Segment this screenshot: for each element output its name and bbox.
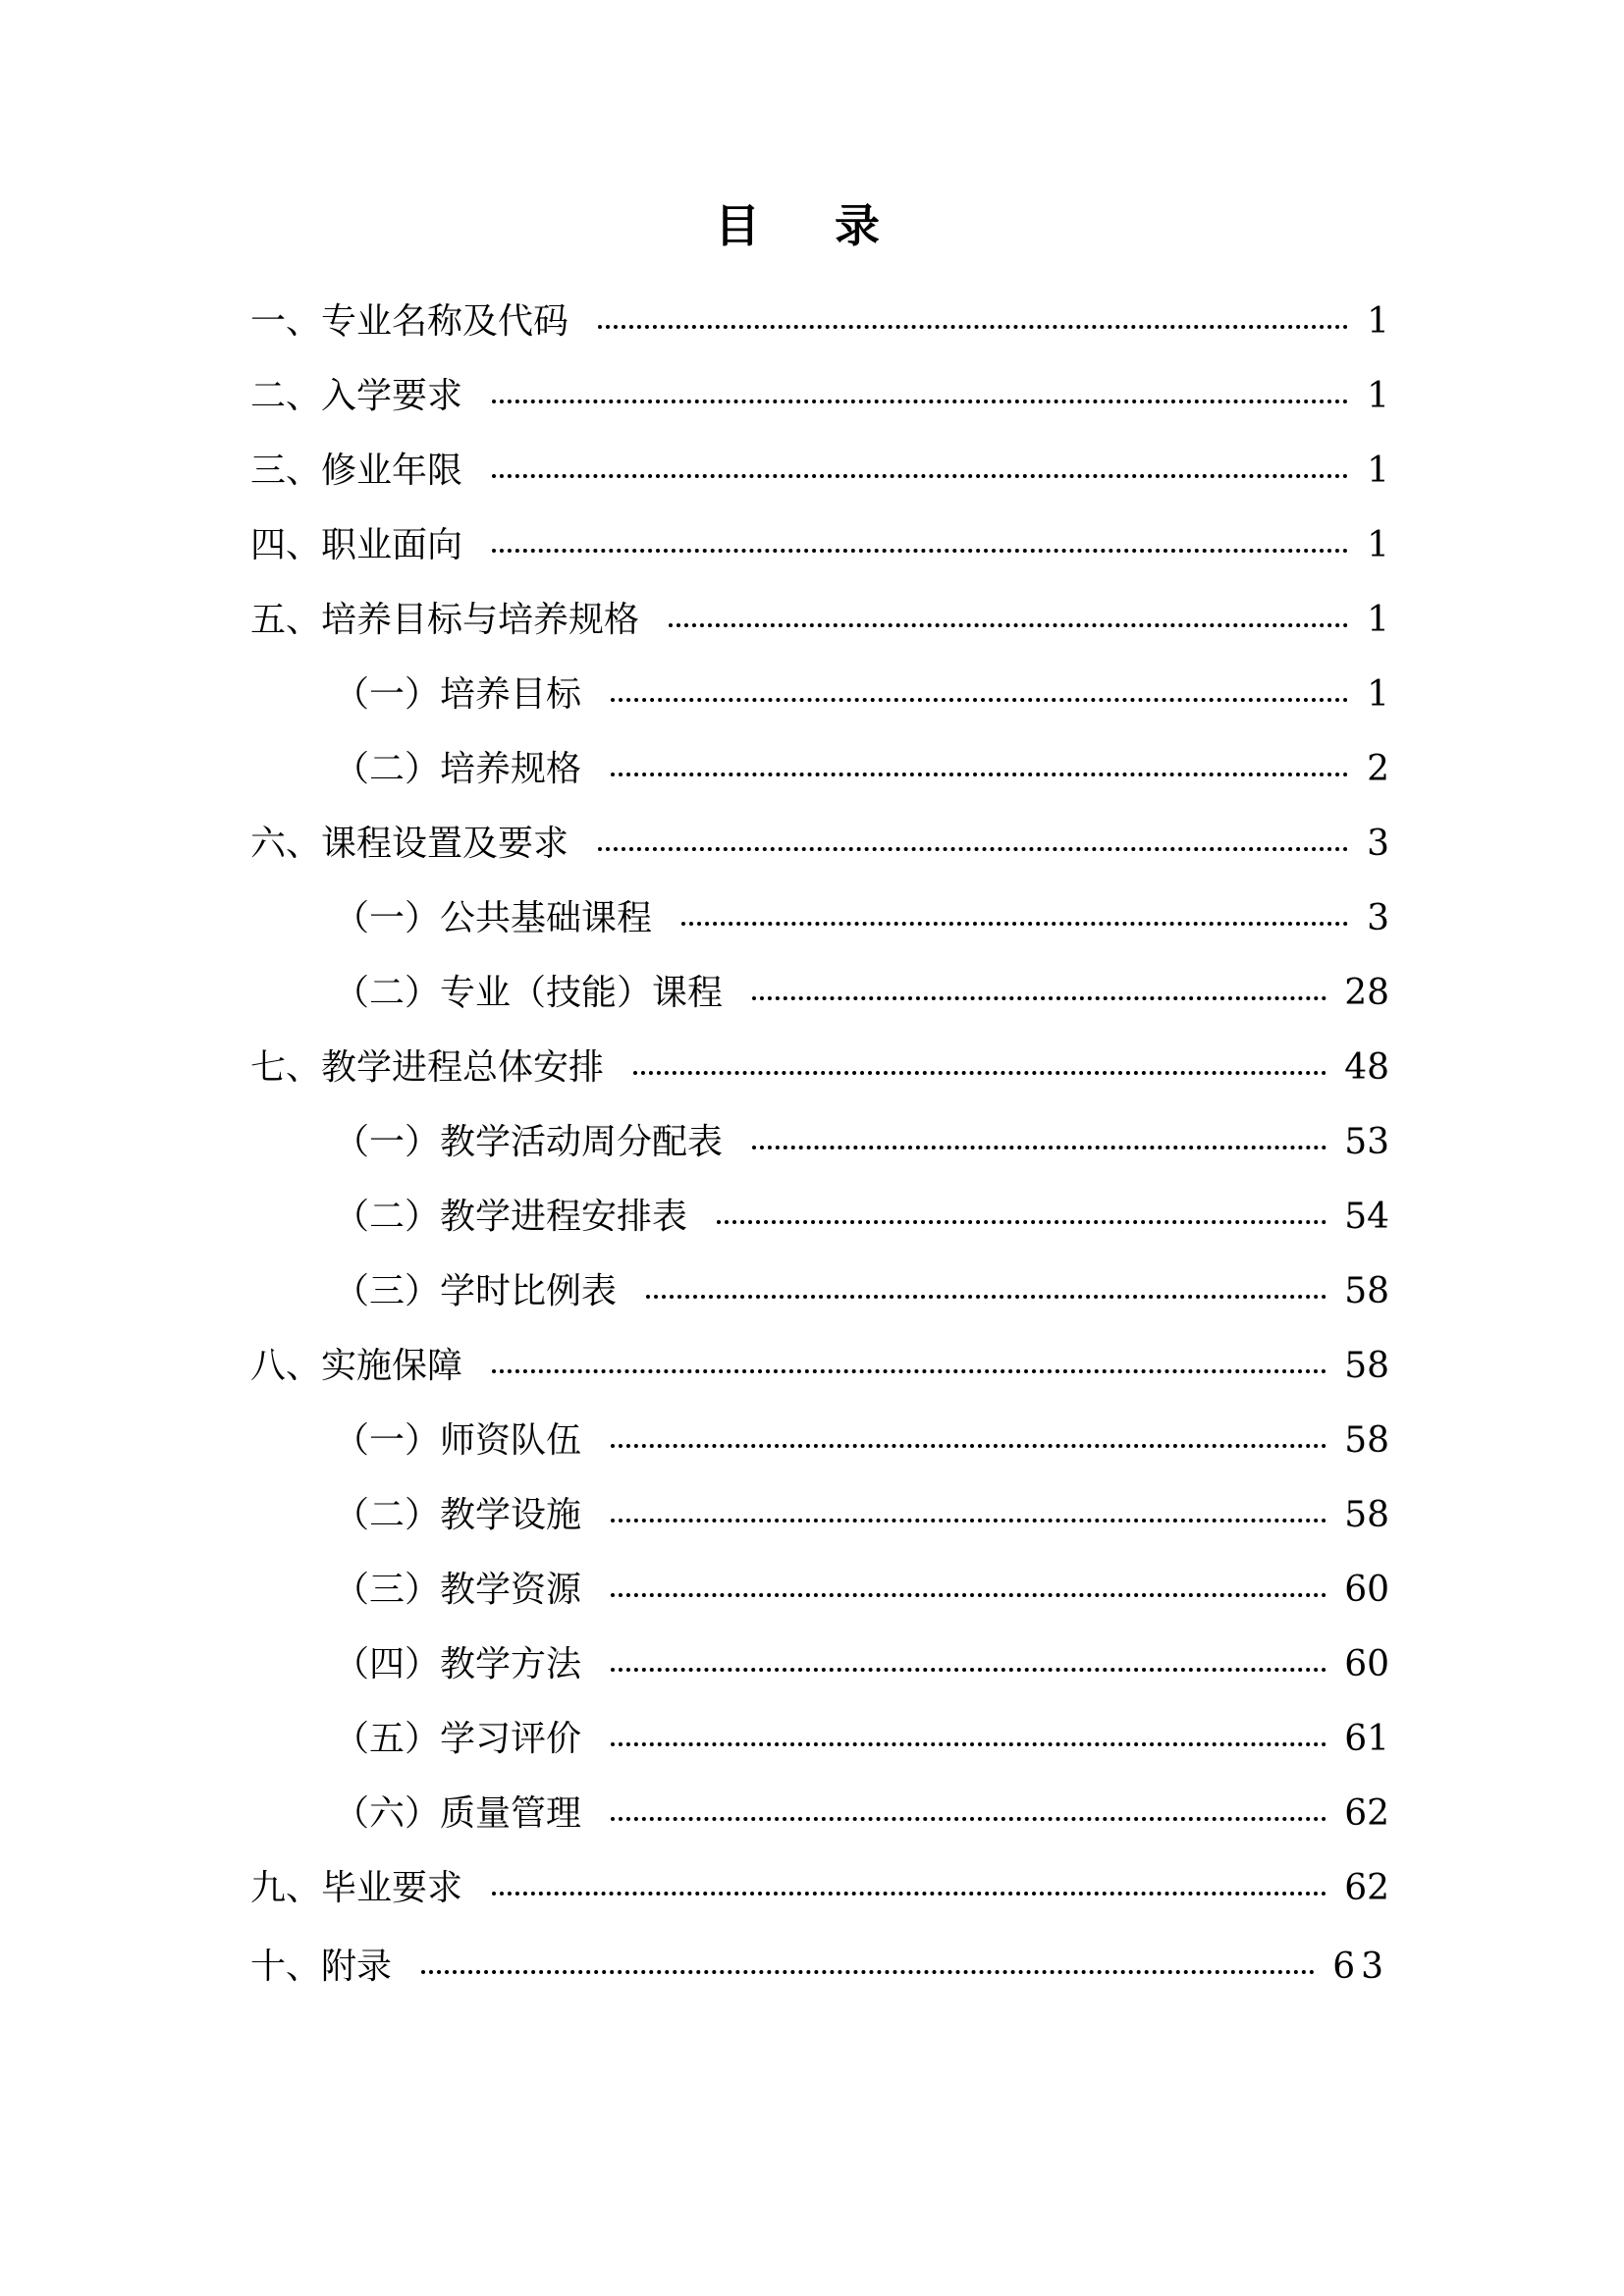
- toc-entry-page-number: 60: [1344, 1570, 1389, 1610]
- toc-entry-page-number: 53: [1344, 1122, 1389, 1162]
- dot-leader: [752, 1146, 1326, 1149]
- toc-entry[interactable]: [250, 658, 1389, 732]
- toc-entry-page-number: 1: [1367, 301, 1389, 342]
- toc-entry[interactable]: [250, 583, 1389, 658]
- toc-entry-label: 八、实施保障: [250, 1346, 463, 1386]
- toc-entry-label: （三）教学资源: [334, 1570, 582, 1610]
- toc-entry[interactable]: [250, 1329, 1389, 1404]
- toc-entry-page-number: 48: [1344, 1047, 1389, 1088]
- dot-leader: [681, 922, 1348, 926]
- toc-entry-label: 六、课程设置及要求: [250, 824, 569, 864]
- toc-entry[interactable]: [250, 1031, 1389, 1105]
- toc-entry-label: （一）教学活动周分配表: [334, 1122, 724, 1162]
- dot-leader: [633, 1071, 1326, 1075]
- dot-leader: [611, 773, 1348, 776]
- toc-entry[interactable]: [250, 1478, 1389, 1553]
- toc-entry-page-number: 28: [1344, 973, 1389, 1013]
- toc-entry-page-number: 58: [1344, 1420, 1389, 1461]
- toc-entry-page-number: 1: [1367, 451, 1389, 491]
- toc-entry-page-number: 62: [1344, 1868, 1389, 1908]
- toc-entry-label: （二）教学进程安排表: [334, 1197, 688, 1237]
- toc-entry-label: （五）学习评价: [334, 1719, 582, 1759]
- toc-entry[interactable]: [250, 1105, 1389, 1180]
- toc-entry[interactable]: [250, 1180, 1389, 1255]
- toc-title: 目 录: [714, 199, 909, 252]
- toc-entry-page-number: 2: [1367, 749, 1389, 789]
- toc-entry-label: 二、入学要求: [250, 376, 463, 416]
- dot-leader: [598, 847, 1348, 851]
- toc-entry-label: 一、专业名称及代码: [250, 301, 569, 342]
- toc-entry[interactable]: [250, 1702, 1389, 1777]
- dot-leader: [611, 698, 1348, 702]
- toc-entry-label: （一）公共基础课程: [334, 898, 653, 938]
- toc-entry[interactable]: [250, 1553, 1389, 1628]
- toc-entry-label: 十、附录: [250, 1947, 393, 1987]
- toc-entry[interactable]: [250, 956, 1389, 1031]
- toc-entry-label: 九、毕业要求: [250, 1868, 463, 1908]
- dot-leader: [611, 1668, 1326, 1672]
- toc-entry[interactable]: [250, 508, 1389, 583]
- dot-leader: [752, 996, 1326, 1000]
- dot-leader: [646, 1295, 1326, 1299]
- dot-leader: [717, 1220, 1326, 1224]
- dot-leader: [611, 1444, 1326, 1448]
- toc-entry[interactable]: [250, 1777, 1389, 1851]
- toc-entry-page-number: 62: [1344, 1793, 1389, 1834]
- dot-leader: [492, 549, 1348, 553]
- toc-entry[interactable]: [250, 1851, 1389, 1926]
- dot-leader: [611, 1519, 1326, 1522]
- toc-entry[interactable]: [250, 434, 1389, 508]
- dot-leader: [421, 1970, 1315, 1974]
- toc-entry[interactable]: [250, 1255, 1389, 1329]
- toc-entry-page-number: 1: [1367, 600, 1389, 640]
- toc-entry-label: 七、教学进程总体安排: [250, 1047, 605, 1088]
- toc-entry-label: （六）质量管理: [334, 1793, 582, 1834]
- toc-entry-label: （二）教学设施: [334, 1495, 582, 1535]
- toc-entry-page-number: 54: [1344, 1197, 1389, 1237]
- dot-leader: [611, 1593, 1326, 1597]
- toc-entry[interactable]: [250, 807, 1389, 881]
- toc-entry-label: （二）专业（技能）课程: [334, 973, 724, 1013]
- toc-entry-label: （一）师资队伍: [334, 1420, 582, 1461]
- toc-list: [250, 285, 1389, 2008]
- toc-entry-page-number: 58: [1344, 1271, 1389, 1311]
- toc-entry-label: （三）学时比例表: [334, 1271, 618, 1311]
- dot-leader: [611, 1742, 1326, 1746]
- dot-leader: [598, 325, 1348, 329]
- dot-leader: [492, 474, 1348, 478]
- toc-entry[interactable]: [250, 881, 1389, 956]
- dot-leader: [669, 623, 1348, 627]
- toc-entry-page-number: 63: [1332, 1947, 1389, 1987]
- toc-entry-label: 三、修业年限: [250, 451, 463, 491]
- toc-entry-label: （二）培养规格: [334, 749, 582, 789]
- toc-entry-label: （一）培养目标: [334, 674, 582, 715]
- toc-entry[interactable]: [250, 285, 1389, 359]
- dot-leader: [492, 1892, 1326, 1896]
- dot-leader: [611, 1817, 1326, 1821]
- toc-entry-page-number: 3: [1367, 898, 1389, 938]
- toc-entry[interactable]: [250, 1926, 1389, 2008]
- toc-entry-page-number: 1: [1367, 376, 1389, 416]
- toc-entry-label: （四）教学方法: [334, 1644, 582, 1684]
- dot-leader: [492, 400, 1348, 403]
- toc-entry[interactable]: [250, 1404, 1389, 1478]
- toc-entry-page-number: 1: [1367, 525, 1389, 565]
- toc-entry-page-number: 3: [1367, 824, 1389, 864]
- toc-entry-page-number: 58: [1344, 1346, 1389, 1386]
- toc-entry[interactable]: [250, 732, 1389, 807]
- toc-entry-label: 四、职业面向: [250, 525, 463, 565]
- toc-entry[interactable]: [250, 1628, 1389, 1702]
- toc-entry-page-number: 60: [1344, 1644, 1389, 1684]
- dot-leader: [492, 1369, 1326, 1373]
- toc-entry-label: 五、培养目标与培养规格: [250, 600, 640, 640]
- toc-entry[interactable]: [250, 359, 1389, 434]
- toc-entry-page-number: 58: [1344, 1495, 1389, 1535]
- toc-entry-page-number: 61: [1344, 1719, 1389, 1759]
- toc-entry-page-number: 1: [1367, 674, 1389, 715]
